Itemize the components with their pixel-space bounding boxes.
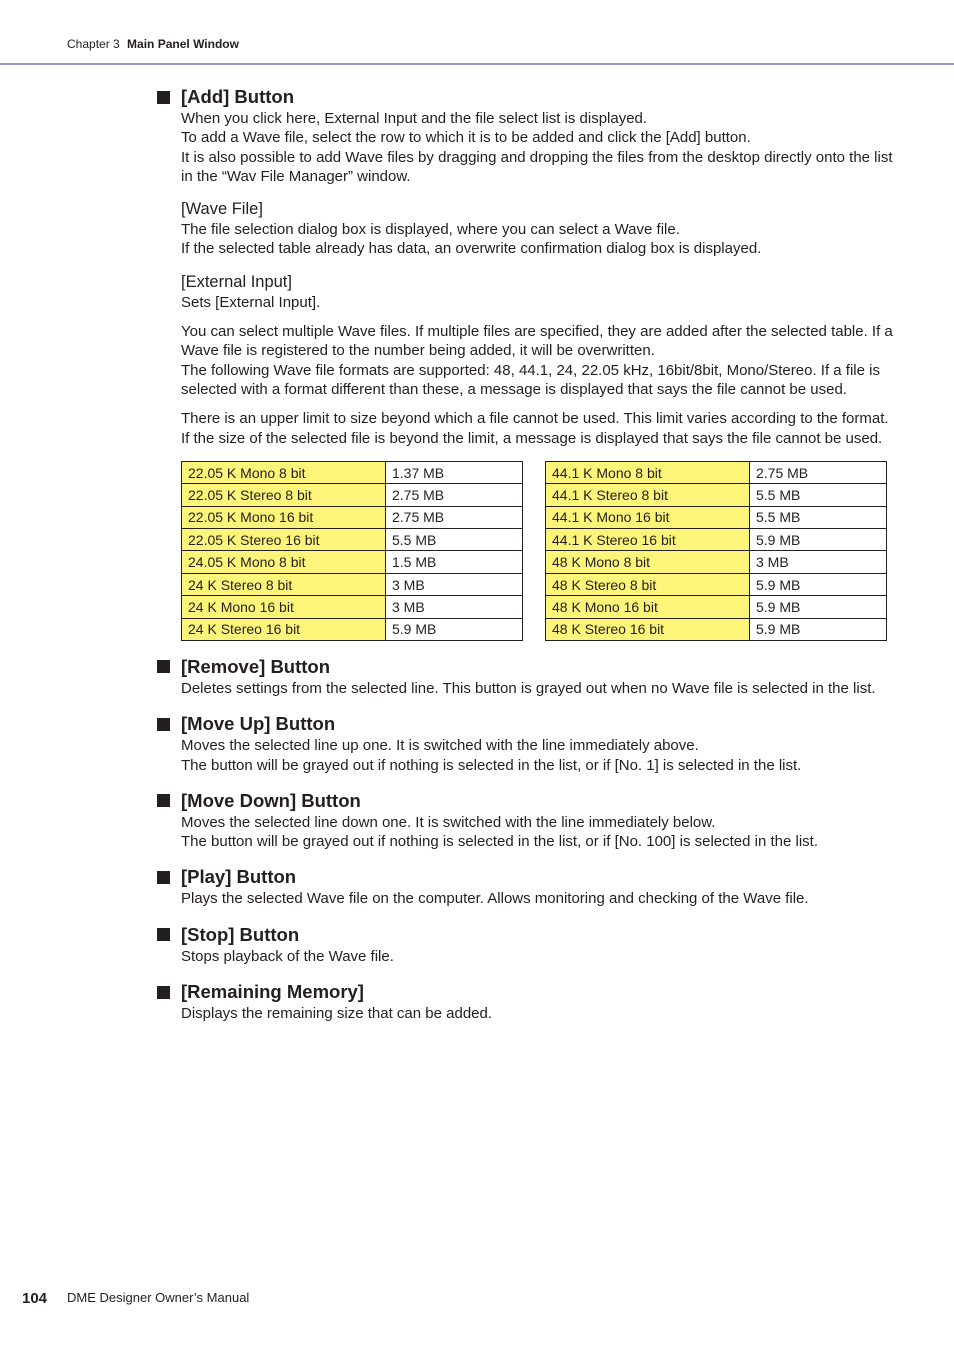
table-row [546,551,887,573]
format-cell: 24 K Mono 16 bit [182,596,386,618]
paragraph: It is also possible to add Wave files by dragging and dropping the files from the desktop directly onto the list in the “Wav File Manager” window. [181,148,893,185]
section-title: [Remaining Memory] [181,981,364,1003]
format-cell: 22.05 K Stereo 16 bit [182,529,386,551]
page-footer [0,1285,954,1315]
format-cell: 48 K Mono 16 bit [546,596,750,618]
square-bullet-icon [157,91,170,104]
section-remove-button [157,655,897,698]
size-cell: 5.9 MB [750,596,887,618]
format-cell: 22.05 K Mono 16 bit [182,506,386,528]
paragraph: There is an upper limit to size beyond which a file cannot be used. This limit varies according to the format. If the size of the selected file is beyond the limit, a message is displayed that says the file cannot be used. [181,410,889,447]
size-cell: 3 MB [386,573,523,595]
size-cell: 5.5 MB [750,506,887,528]
format-cell: 48 K Mono 8 bit [546,551,750,573]
size-cell: 5.9 MB [386,618,523,640]
format-cell: 48 K Stereo 8 bit [546,573,750,595]
table-row [182,618,523,640]
subsection-wave-file [181,198,897,259]
size-limit-tables [181,461,897,641]
table-row [182,461,523,483]
format-cell: 24.05 K Mono 8 bit [182,551,386,573]
size-cell: 5.9 MB [750,618,887,640]
paragraph: The file selection dialog box is displayed, where you can select a Wave file. [181,221,680,239]
note-multiple-files [181,322,897,399]
section-stop-button [157,923,897,966]
table-row [546,484,887,506]
format-cell: 24 K Stereo 16 bit [182,618,386,640]
subsection-external-input [181,271,897,312]
table-row [546,618,887,640]
paragraph: Displays the remaining size that can be added. [181,1005,493,1023]
table-row [546,506,887,528]
size-cell: 2.75 MB [386,506,523,528]
paragraph: Sets [External Input]. [181,293,321,311]
section-remaining-memory [157,980,897,1023]
size-table-right [545,461,887,641]
size-cell: 1.5 MB [386,551,523,573]
format-cell: 48 K Stereo 16 bit [546,618,750,640]
table-row [546,573,887,595]
note-size-limit [181,409,897,448]
subsection-title: [External Input] [181,272,292,291]
square-bullet-icon [157,794,170,807]
section-title: [Remove] Button [181,655,331,677]
size-cell: 3 MB [750,551,887,573]
table-row [182,529,523,551]
table-row [546,461,887,483]
subsection-title: [Wave File] [181,200,263,219]
square-bullet-icon [157,871,170,884]
size-cell: 5.5 MB [386,529,523,551]
size-cell: 2.75 MB [386,484,523,506]
size-table-left [181,461,523,641]
paragraph: The button will be grayed out if nothing is selected in the list, or if [No. 100] is selected in the list. [181,833,819,851]
paragraph: Stops playback of the Wave file. [181,947,394,965]
format-cell: 22.05 K Stereo 8 bit [182,484,386,506]
square-bullet-icon [157,986,170,999]
paragraph: Deletes settings from the selected line. This button is grayed out when no Wave file is selected in the list. [181,679,876,697]
section-title: [Move Down] Button [181,789,361,811]
format-cell: 24 K Stereo 8 bit [182,573,386,595]
format-cell: 44.1 K Mono 8 bit [546,461,750,483]
paragraph: Plays the selected Wave file on the computer. Allows monitoring and checking of the Wave file. [181,890,809,908]
format-cell: 22.05 K Mono 8 bit [182,461,386,483]
section-add-button [157,85,897,641]
table-row [546,529,887,551]
square-bullet-icon [157,660,170,673]
manual-title: DME Designer Owner’s Manual [67,1290,250,1305]
header-rule [0,63,954,65]
section-play-button [157,865,897,908]
running-header [67,37,239,51]
paragraph: Moves the selected line up one. It is switched with the line immediately above. [181,737,699,755]
table-row [546,596,887,618]
size-cell: 3 MB [386,596,523,618]
table-row [182,484,523,506]
square-bullet-icon [157,718,170,731]
table-row [182,506,523,528]
paragraph: When you click here, External Input and the file select list is displayed. [181,110,648,127]
size-cell: 5.9 MB [750,573,887,595]
page-number: 104 [22,1290,48,1307]
size-cell: 2.75 MB [750,461,887,483]
square-bullet-icon [157,928,170,941]
section-label: Main Panel Window [127,37,239,51]
page-content [157,85,897,1037]
paragraph: The button will be grayed out if nothing is selected in the list, or if [No. 1] is selected in the list. [181,756,802,774]
section-move-down-button [157,789,897,852]
format-cell: 44.1 K Stereo 16 bit [546,529,750,551]
size-cell: 5.9 MB [750,529,887,551]
section-move-up-button [157,712,897,775]
size-cell: 1.37 MB [386,461,523,483]
section-title: [Add] Button [181,86,295,107]
table-row [182,551,523,573]
format-cell: 44.1 K Mono 16 bit [546,506,750,528]
paragraph: The following Wave file formats are supported: 48, 44.1, 24, 22.05 kHz, 16bit/8bit, Mono/Stereo. If a file is selected with a format different than these, a message is displayed that says the file cannot be used. [181,361,880,398]
chapter-label: Chapter 3 [67,37,120,51]
section-title: [Play] Button [181,866,297,888]
paragraph: You can select multiple Wave files. If multiple files are specified, they are added after the selected table. If a Wave file is registered to the number being added, it will be overwritten. [181,323,893,360]
section-title: [Stop] Button [181,923,300,945]
paragraph: To add a Wave file, select the row to which it is to be added and click the [Add] button. [181,129,751,147]
table-row [182,596,523,618]
size-cell: 5.5 MB [750,484,887,506]
table-row [182,573,523,595]
format-cell: 44.1 K Stereo 8 bit [546,484,750,506]
paragraph: If the selected table already has data, an overwrite confirmation dialog box is displayed. [181,240,762,258]
paragraph: Moves the selected line down one. It is switched with the line immediately below. [181,813,716,831]
page-header [0,0,954,66]
section-title: [Move Up] Button [181,713,336,735]
